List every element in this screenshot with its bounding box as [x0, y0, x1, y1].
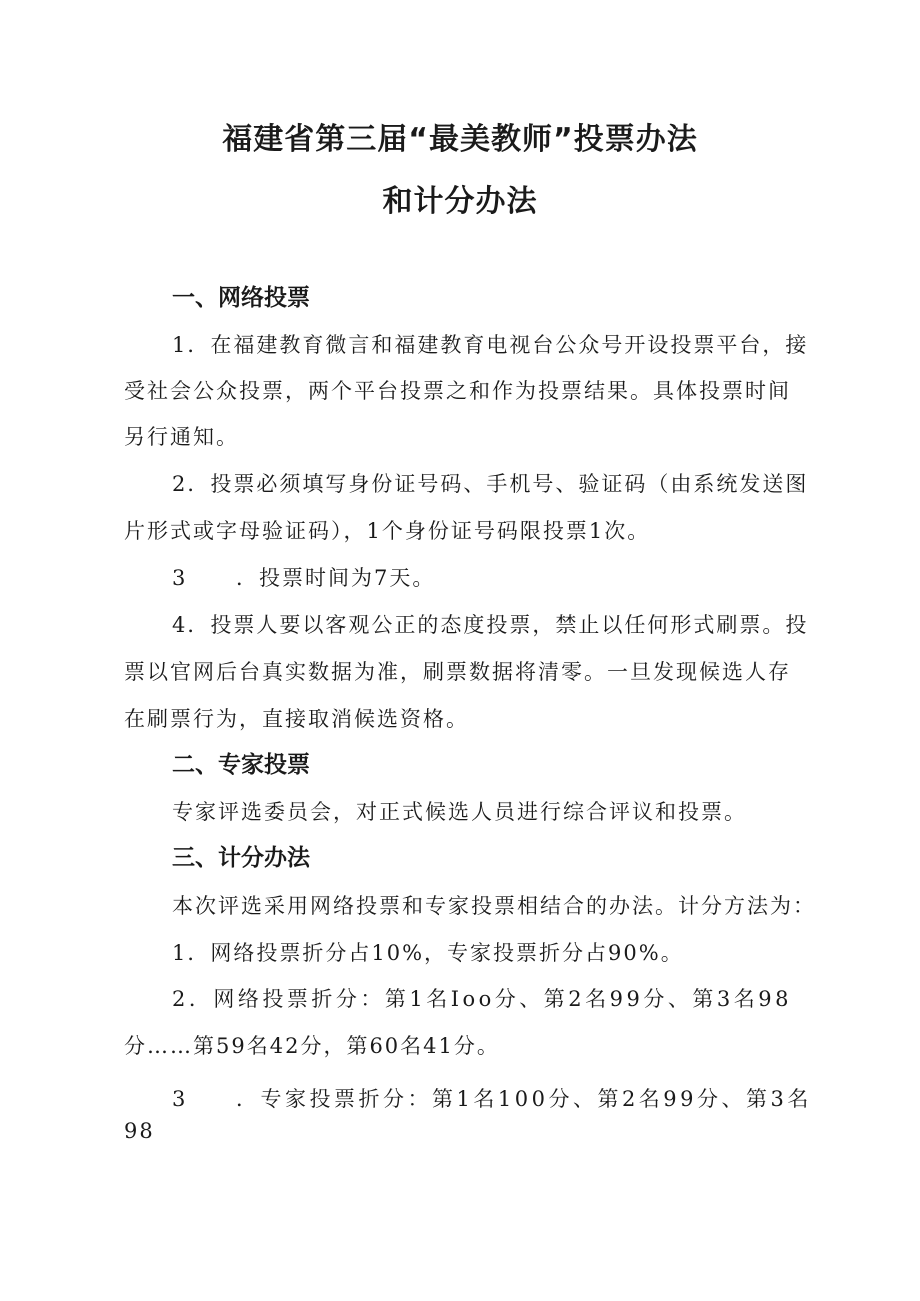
- item-number: 3: [172, 1087, 189, 1111]
- section-heading-expert-voting: 二、专家投票: [172, 752, 310, 778]
- paragraph-line: [172, 563, 435, 593]
- item-text: ．投票时间为7天。: [236, 566, 436, 590]
- paragraph-line: 1．在福建教育微言和福建教育电视台公众号开设投票平台，接: [172, 333, 809, 357]
- paragraph-line: 98: [124, 1119, 155, 1143]
- document-subtitle: 和计分办法: [382, 184, 538, 219]
- paragraph-line: 片形式或字母验证码），1个身份证号码限投票1次。: [124, 519, 651, 543]
- item-text: ．专家投票折分：第1名100分、第2名99分、第3名: [236, 1087, 812, 1111]
- document-title: 福建省第三届“最美教师”投票办法: [222, 122, 698, 157]
- paragraph-line: 专家评选委员会，对正式候选人员进行综合评议和投票。: [172, 800, 747, 824]
- paragraph-line: 本次评选采用网络投票和专家投票相结合的办法。计分方法为：: [172, 894, 816, 918]
- item-number: 3: [172, 566, 188, 590]
- paragraph-line: 1．网络投票折分占10%，专家投票折分占90%。: [172, 941, 684, 965]
- paragraph-line: 2．网络投票折分：第1名Ioo分、第2名99分、第3名98: [172, 987, 792, 1011]
- paragraph-line: 2．投票必须填写身份证号码、手机号、验证码（由系统发送图: [172, 472, 809, 496]
- section-heading-scoring: 三、计分办法: [172, 845, 310, 871]
- paragraph-line: 4．投票人要以客观公正的态度投票，禁止以任何形式刷票。投: [172, 613, 809, 637]
- paragraph-line: 另行通知。: [124, 425, 239, 449]
- paragraph-line: 分……第59名42分，第60名41分。: [124, 1034, 500, 1058]
- paragraph-line: [172, 1084, 812, 1114]
- paragraph-line: 票以官网后台真实数据为准，刷票数据将清零。一旦发现候选人存: [124, 660, 791, 684]
- paragraph-line: 受社会公众投票，两个平台投票之和作为投票结果。具体投票时间: [124, 379, 791, 403]
- section-heading-online-voting: 一、网络投票: [172, 285, 310, 311]
- paragraph-line: 在刷票行为，直接取消候选资格。: [124, 707, 469, 731]
